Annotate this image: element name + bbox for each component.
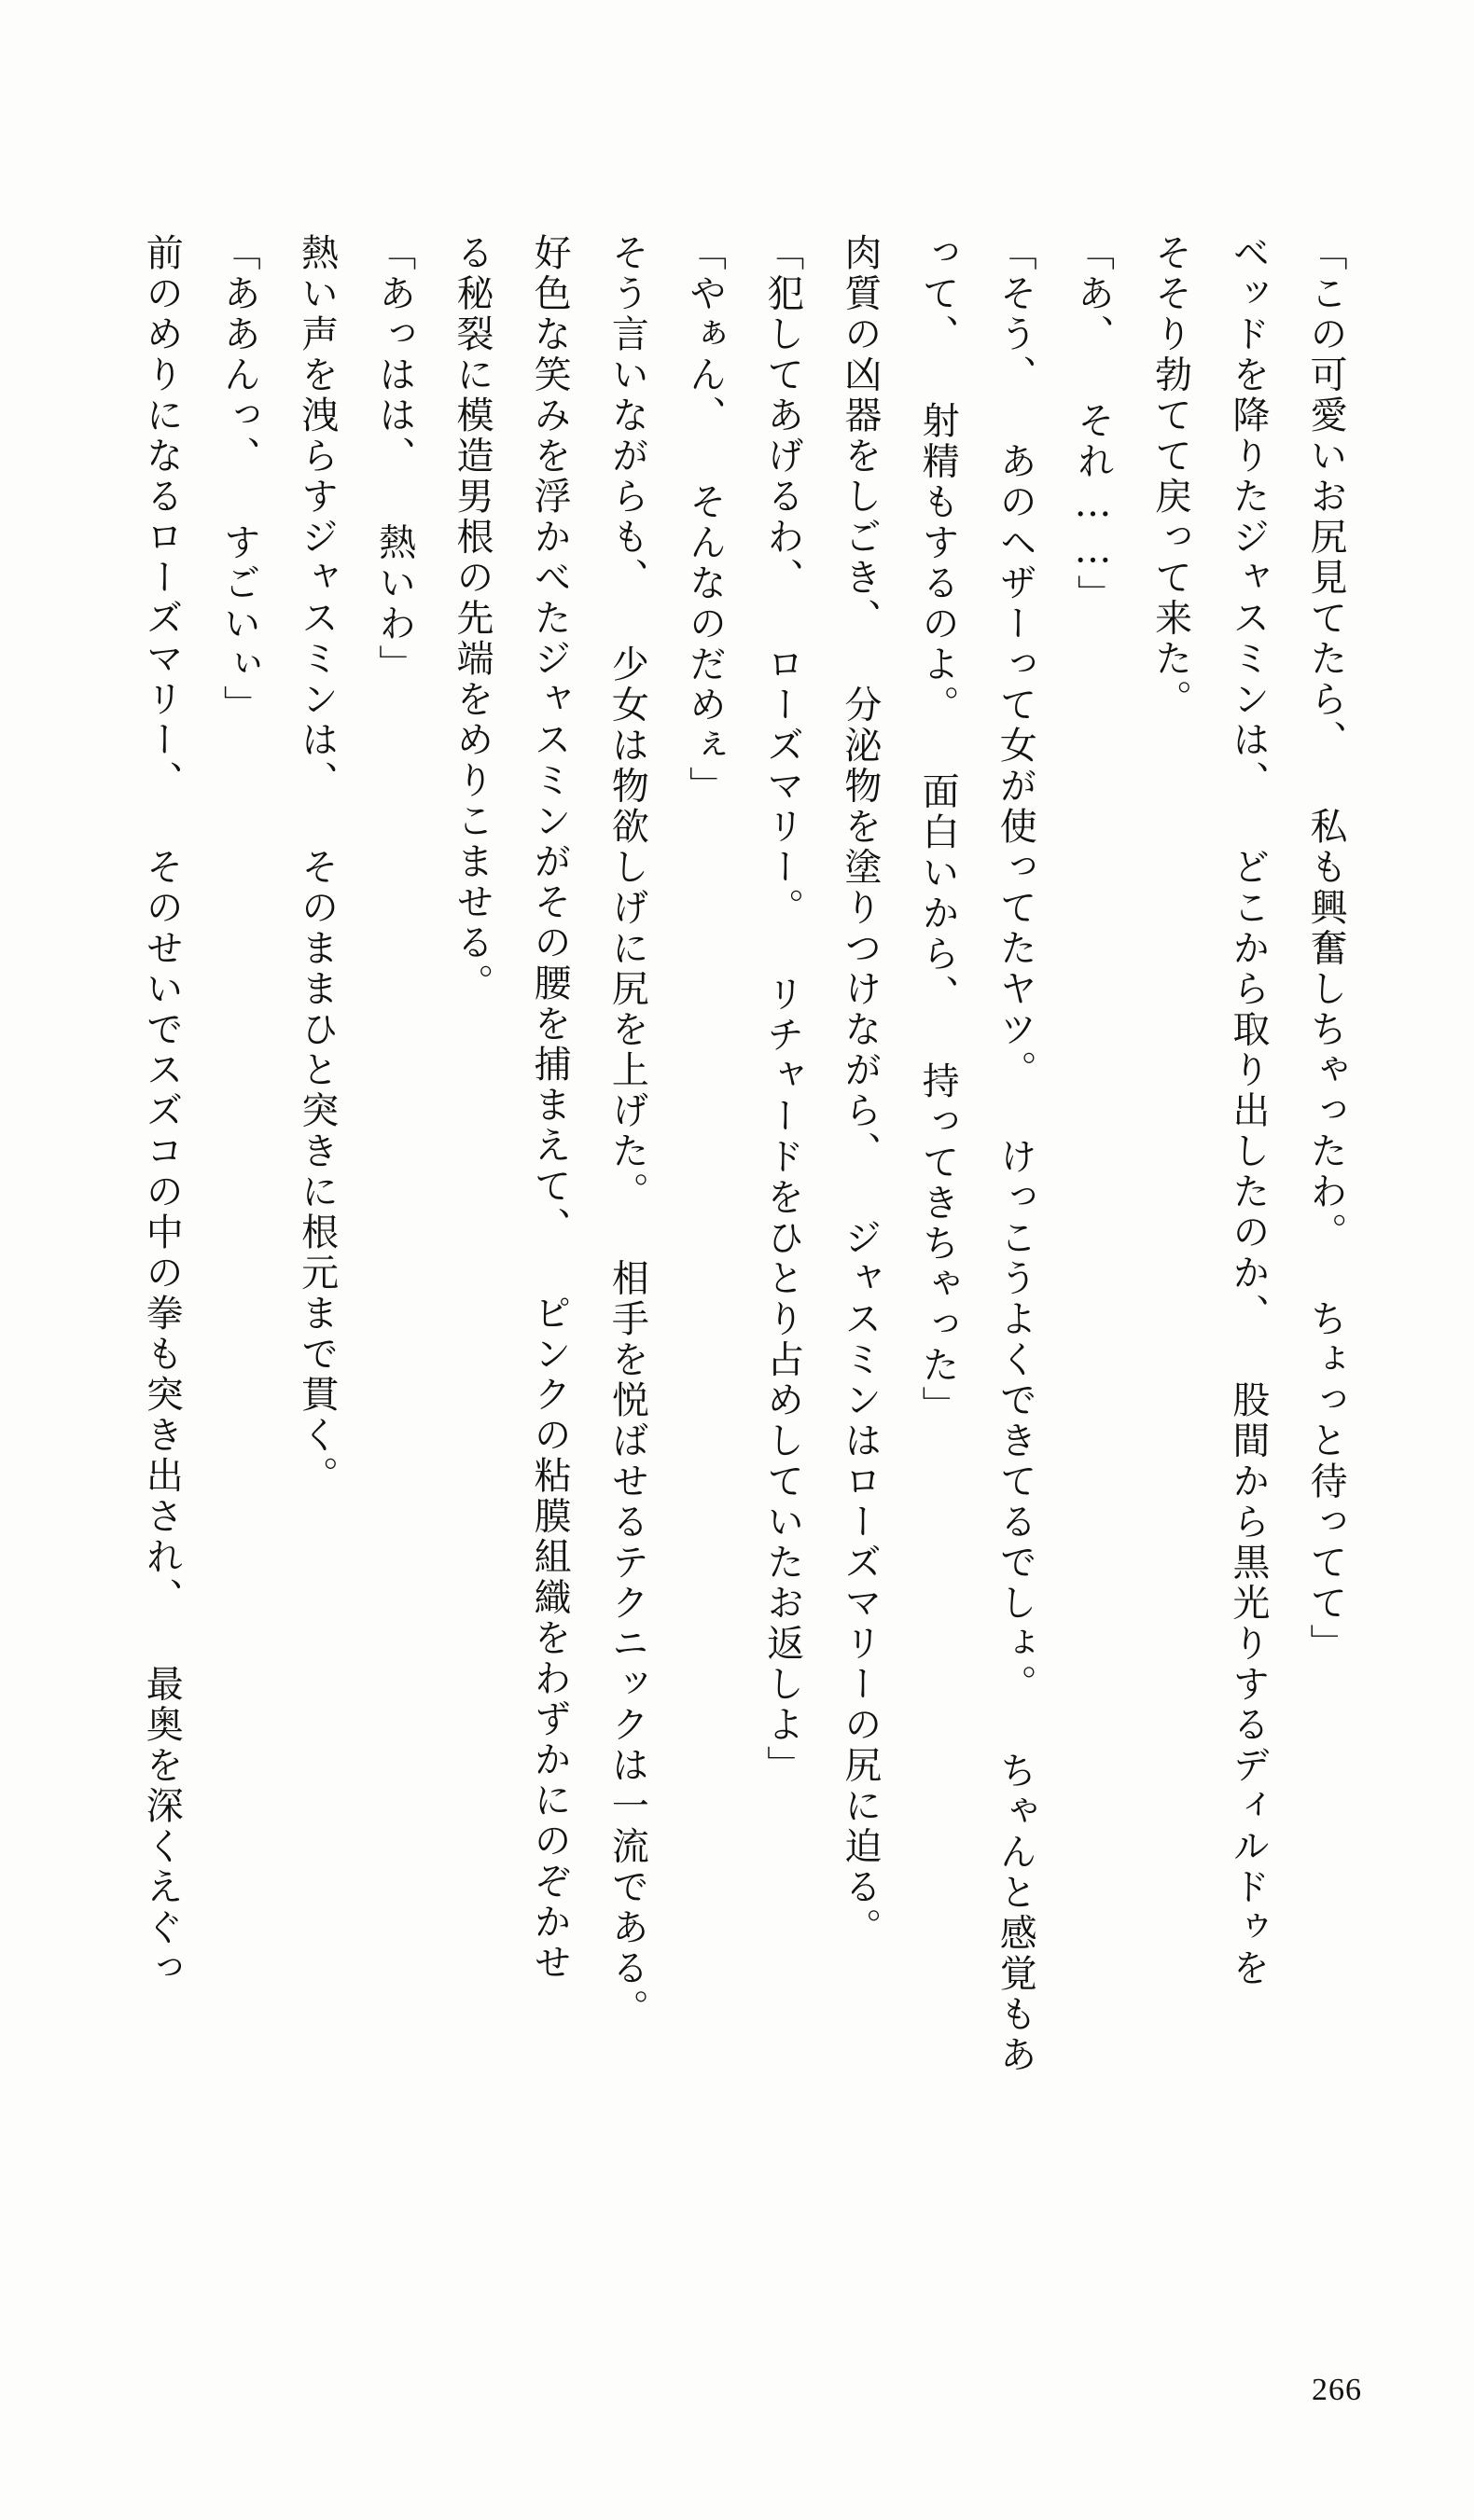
- paragraph: 「やぁん、 そんなのだめぇ」: [683, 233, 727, 807]
- paragraph: 「ああんっ、 すごいぃ」: [217, 233, 261, 726]
- paragraph: 「あっはは、 熱いわ」: [372, 233, 416, 685]
- paragraph: 肉質の凶器をしごき、 分泌物を塗りつけながら、 ジャスミンはローズマリーの尻に迫る。: [838, 233, 882, 1948]
- paragraph: 「あ、 それ……」: [1071, 233, 1115, 616]
- paragraph: って、 射精もするのよ。 面白いから、 持ってきちゃった」: [916, 233, 960, 1427]
- page-number: 266: [1312, 2373, 1362, 2407]
- paragraph: 好色な笑みを浮かべたジャスミンがその腰を捕まえて、 ピンクの粘膜組織をわずかにのぞかせ: [528, 233, 572, 1984]
- paragraph: そう言いながらも、 少女は物欲しげに尻を上げた。 相手を悦ばせるテクニックは一流である。: [605, 233, 649, 2029]
- paragraph: 熱い声を洩らすジャスミンは、 そのままひと突きに根元まで貫く。: [295, 233, 339, 1497]
- paragraph: 前のめりになるローズマリー、 そのせいでスズコの中の拳も突き出され、 最奥を深くえぐっ: [140, 233, 184, 1989]
- paragraph: 「犯してあげるわ、 ローズマリー。 リチャードをひとり占めしていたお返しよ」: [760, 233, 804, 1786]
- paragraph: ベッドを降りたジャスミンは、 どこから取り出したのか、 股間から黒光りするディルドゥを: [1226, 233, 1270, 1989]
- paragraph: る秘裂に模造男根の先端をめりこませる。: [450, 233, 494, 1004]
- paragraph: 「そう、 あのヘザーって女が使ってたヤツ。 けっこうよくできてるでしょ。 ちゃんと感覚もあ: [994, 233, 1037, 2076]
- vertical-text-body: [122, 233, 1364, 2276]
- paragraph: そそり勃てて戻って来た。: [1148, 233, 1192, 720]
- paragraph: 「この可愛いお尻見てたら、 私も興奮しちゃったわ。 ちょっと待ってて」: [1304, 233, 1347, 1665]
